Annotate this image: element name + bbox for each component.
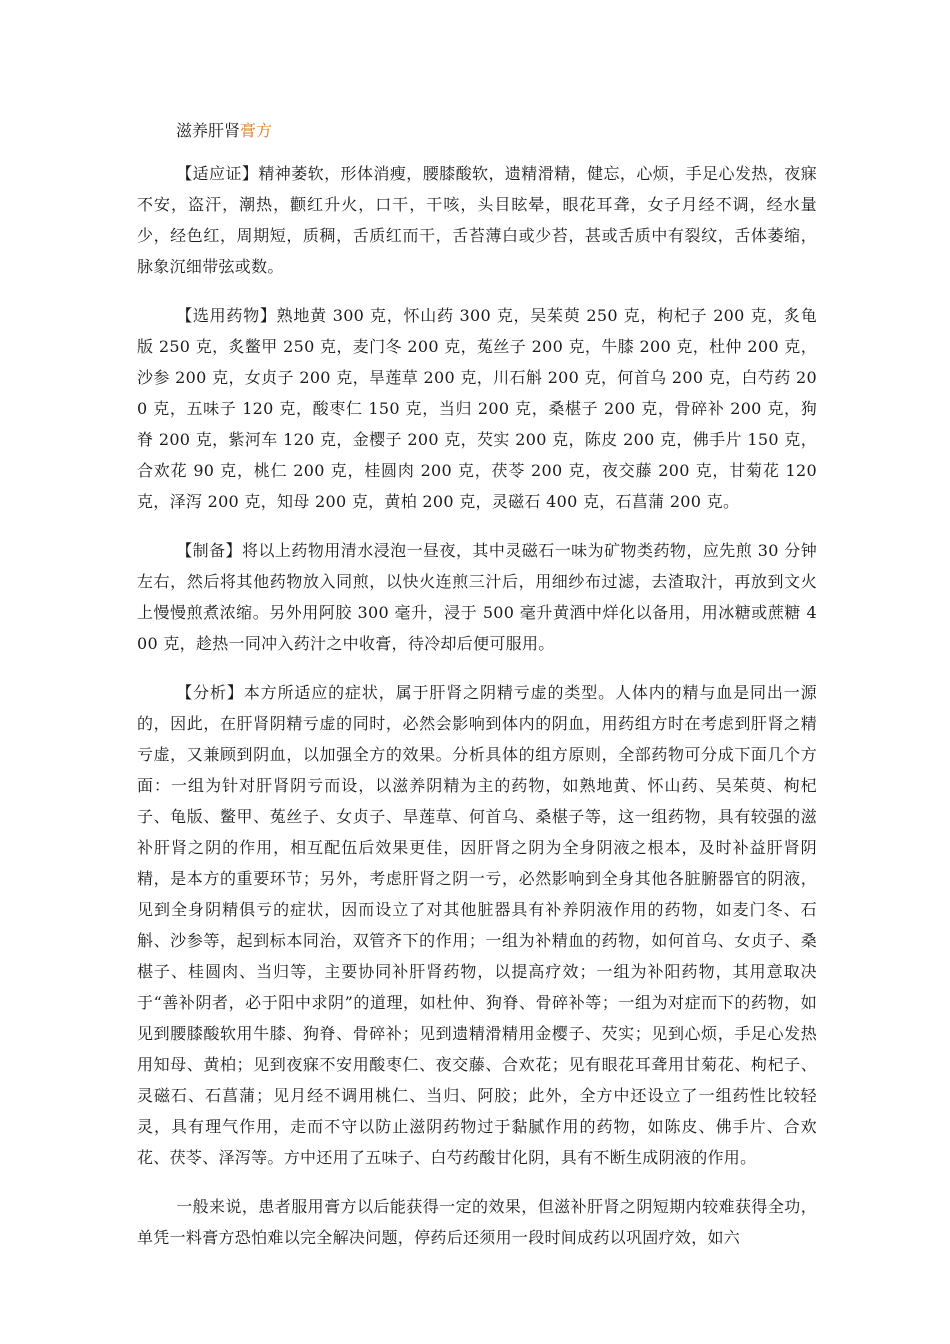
document-title [176,119,272,143]
paragraph-general: 一般来说，患者服用膏方以后能获得一定的效果，但滋补肝肾之阴短期内较难获得全功，单凭一料膏方恐怕难以完全解决问题，停药后还须用一段时间成药以巩固疗效，如六 [137,1197,817,1247]
paragraph-indications: 【适应证】精神萎软，形体消瘦，腰膝酸软，遗精滑精，健忘，心烦，手足心发热，夜寐不安，盗汗，潮热，颧红升火，口干，干咳，头目眩晕，眼花耳聋，女子月经不调，经水量少，经色红，周期短，质稠，舌质红而干，舌苔薄白或少苔，甚或舌质中有裂纹，舌体萎缩，脉象沉细带弦或数。 [137,164,817,276]
title-main: 滋养肝肾 [176,121,241,140]
paragraph-analysis: 【分析】本方所适应的症状，属于肝肾之阴精亏虚的类型。人体内的精与血是同出一源的，因此，在肝肾阴精亏虚的同时，必然会影响到体内的阴血，用药组方时在考虑到肝肾之精亏虚，又兼顾到阴血，以加强全方的效果。分析具体的组方原则，全部药物可分成下面几个方面：一组为针对肝肾阴亏而设，以滋养阴精为主的药物，如熟地黄、怀山药、吴茱萸、枸杞子、龟版、鳖甲、菟丝子、女贞子、旱莲草、何首乌、桑椹子等，这一组药物，具有较强的滋补肝肾之阴的作用，相互配伍后效果更佳，因肝肾之阴为全身阴液之根本，及时补益肝肾阴精，是本方的重要环节；另外，考虑肝肾之阴一亏，必然影响到全身其他各脏腑器官的阴液，见到全身阴精俱亏的症状，因而设立了对其他脏器具有补养阴液作用的药物，如麦门冬、石斛、沙参等，起到标本同治，双管齐下的作用；一组为补精血的药物，如何首乌、女贞子、桑椹子、桂圆肉、当归等，主要协同补肝肾药物，以提高疗效；一组为补阳药物，其用意取决于“善补阴者，必于阳中求阴”的道理，如杜仲、狗脊、骨碎补等；一组为对症而下的药物，如见到腰膝酸软用牛膝、狗脊、骨碎补；见到遗精滑精用金樱子、芡实；见到心烦，手足心发热用知母、黄柏；见到夜寐不安用酸枣仁、夜交藤、合欢花；见有眼花耳聋用甘菊花、枸杞子、灵磁石、石菖蒲；见月经不调用桃仁、当归、阿胶；此外，全方中还设立了一组药性比较轻灵，具有理气作用，走而不守以防止滋阴药物过于黏腻作用的药物，如陈皮、佛手片、合欢花、茯苓、泽泻等。方中还用了五味子、白芍药酸甘化阴，具有不断生成阴液的作用。 [137,683,817,1167]
document-body [137,158,817,1253]
paragraph-preparation: 【制备】将以上药物用清水浸泡一昼夜，其中灵磁石一味为矿物类药物，应先煎 30 分钟左右，然后将其他药物放入同煎，以快火连煎三汁后，用细纱布过滤，去渣取汁，再放到文火上慢慢煎煮浓缩。另外用阿胶 300 毫升，浸于 500 毫升黄酒中烊化以备用，用冰糖或蔗糖 400 克，趁热一同冲入药汁之中收膏，待冷却后便可服用。 [137,541,817,653]
paragraph-medicines: 【选用药物】熟地黄 300 克，怀山药 300 克，吴茱萸 250 克，枸杞子 200 克，炙龟版 250 克，炙鳖甲 250 克，麦门冬 200 克，菟丝子 200 克，牛膝 200 克，杜仲 200 克，沙参 200 克，女贞子 200 克，旱莲草 200 克，川石斛 200 克，何首乌 200 克，白芍药 200 克，五味子 120 克，酸枣仁 150 克，当归 200 克，桑椹子 200 克，骨碎补 200 克，狗脊 200 克，紫河车 120 克，金樱子 200 克，芡实 200 克，陈皮 200 克，佛手片 150 克，合欢花 90 克，桃仁 200 克，桂圆肉 200 克，茯苓 200 克，夜交藤 200 克，甘菊花 120 克，泽泻 200 克，知母 200 克，黄柏 200 克，灵磁石 400 克，石菖蒲 200 克。 [137,306,817,511]
title-accent: 膏方 [240,121,273,140]
